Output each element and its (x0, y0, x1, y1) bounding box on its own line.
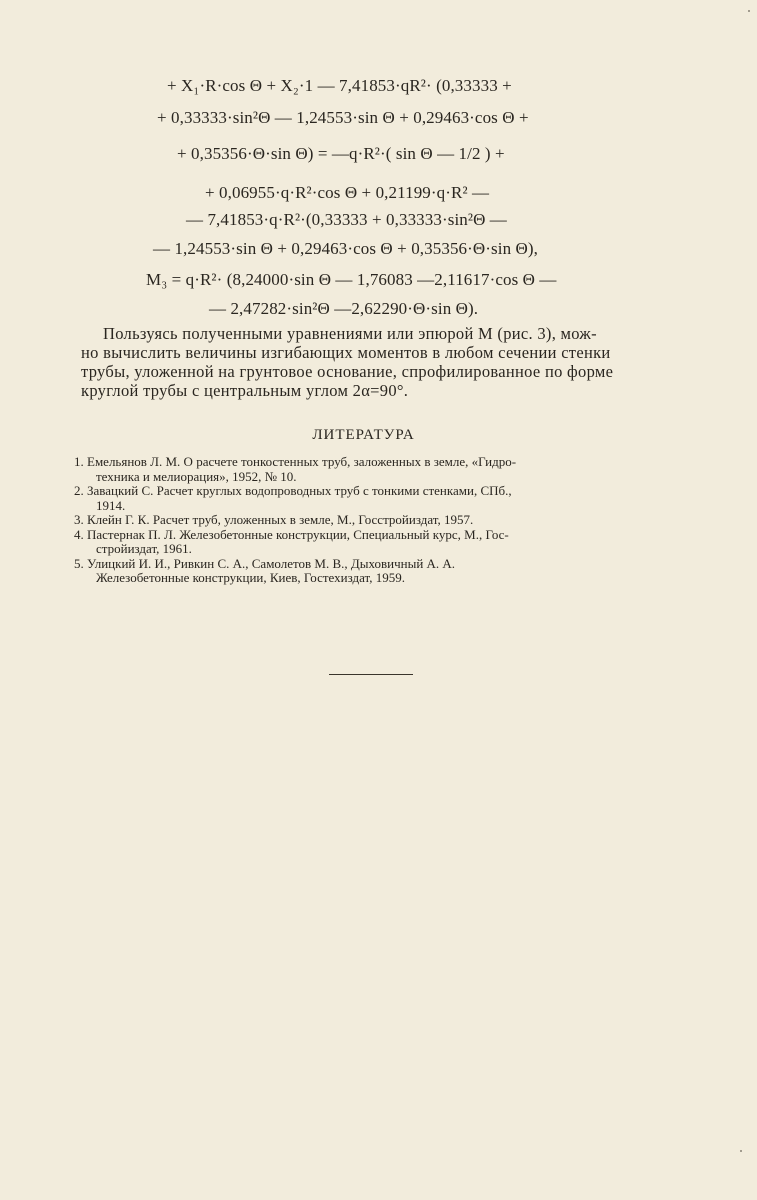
reference-5-line-1: 5. Улицкий И. И., Ривкин С. А., Самолетов М. В., Дыховичный А. А. (74, 555, 456, 571)
equation-line-6: — 1,24553·sin Θ + 0,29463·cos Θ + 0,35356·Θ·sin Θ), (153, 239, 539, 258)
reference-5-line-2: Железобетонные конструкции, Киев, Гостехиздат, 1959. (96, 570, 406, 585)
literature-heading: ЛИТЕРАТУРА (312, 427, 415, 443)
equation-line-2: + 0,33333·sin²Θ — 1,24553·sin Θ + 0,29463·cos Θ + (157, 108, 529, 127)
end-rule (329, 674, 413, 675)
reference-3-line-1: 3. Клейн Г. К. Расчет труб, уложенных в земле, М., Госстройиздат, 1957. (74, 512, 474, 527)
reference-4-line-1: 4. Пастернак П. Л. Железобетонные конструкции, Специальный курс, М., Гос- (74, 526, 509, 542)
paragraph-line-2: но вычислить величины изгибающих моментов в любом сечении стенки (81, 343, 611, 362)
equation-line-1: + X₁·R·cos Θ + X₂·1 — 7,41853·qR²· (0,33333 + (167, 76, 512, 95)
reference-1-line-2: техника и мелиорация», 1952, № 10. (96, 468, 297, 484)
reference-item-1 (74, 455, 674, 484)
paragraph-line-1: Пользуясь полученными уравнениями или эпюрой M (рис. 3), мож- (103, 324, 597, 343)
reference-list (74, 455, 674, 586)
paragraph-line-4: круглой трубы с центральным углом 2α=90°. (81, 381, 409, 400)
equation-line-3: + 0,35356·Θ·sin Θ) = —q·R²·( sin Θ — 1/2 ) + (177, 144, 505, 163)
equation-line-4: + 0,06955·q·R²·cos Θ + 0,21199·q·R² — (205, 183, 490, 202)
equation-line-5: — 7,41853·q·R²·(0,33333 + 0,33333·sin²Θ — (186, 210, 507, 229)
paragraph-line-3: трубы, уложенной на грунтовое основание, спрофилированное по форме (81, 362, 614, 381)
body-paragraph (81, 324, 673, 400)
reference-item-4 (74, 528, 674, 557)
paper-speck (748, 10, 750, 12)
reference-item-3 (74, 513, 674, 528)
reference-4-line-2: стройиздат, 1961. (96, 541, 192, 556)
reference-2-line-1: 2. Завацкий С. Расчет круглых водопроводных труб с тонкими стенками, СПб., (74, 483, 512, 498)
reference-1-line-1: 1. Емельянов Л. М. О расчете тонкостенных труб, заложенных в земле, «Гидро- (74, 454, 517, 469)
equation-line-8: — 2,47282·sin²Θ —2,62290·Θ·sin Θ). (209, 299, 479, 318)
equation-line-7: M₃ = q·R²· (8,24000·sin Θ — 1,76083 —2,11617·cos Θ — (146, 270, 557, 289)
paper-speck (740, 1150, 742, 1152)
reference-item-5 (74, 557, 674, 586)
reference-item-2 (74, 484, 674, 513)
reference-2-line-2: 1914. (96, 497, 126, 513)
